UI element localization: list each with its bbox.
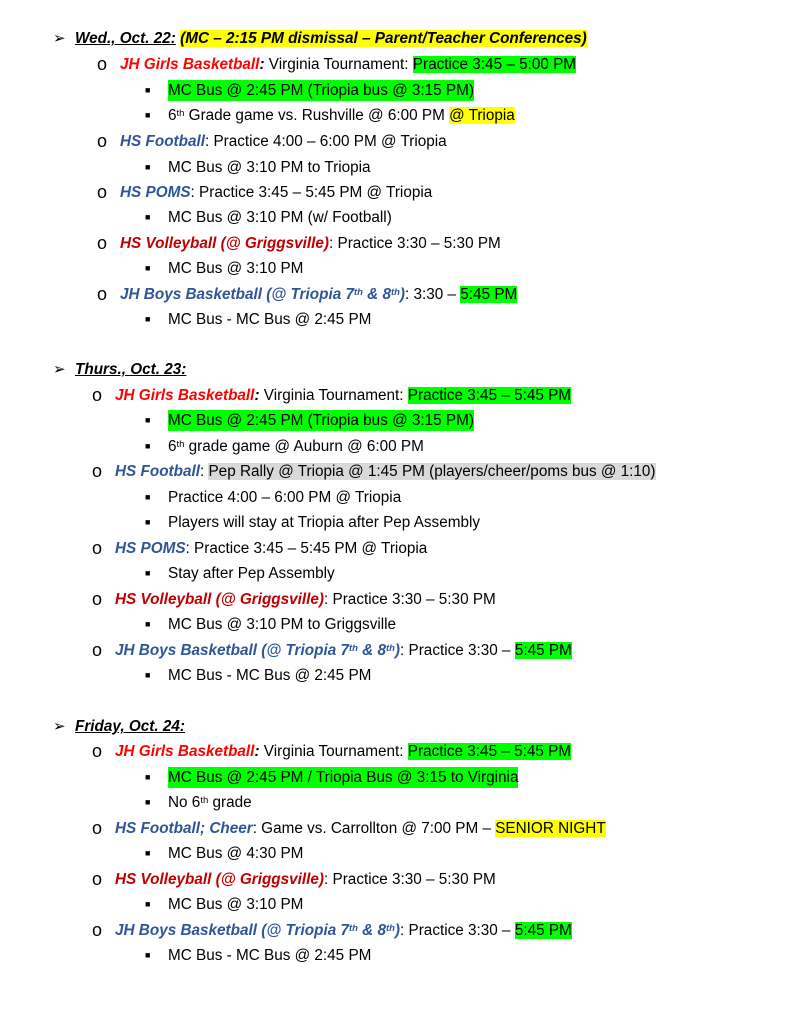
circle-bullet-icon: o [92,385,103,405]
sport-highlight: 5:45 PM [460,286,518,303]
sport-detail: : Practice 4:00 – 6:00 PM @ Triopia [204,133,447,150]
square-bullet-icon: ■ [145,772,151,782]
day-title: Wed., Oct. 22: [75,30,176,47]
sport-detail: : Practice 3:45 – 5:45 PM @ Triopia [190,184,433,201]
sub-item-text: Players will stay at Triopia after Pep Assembly [168,514,481,531]
square-bullet-icon: ■ [145,899,151,909]
sport-highlight: Practice 3:45 – 5:45 PM [407,387,572,404]
sport-highlight: Practice 3:45 – 5:45 PM [407,743,572,760]
sport-highlight: Pep Rally @ Triopia @ 1:45 PM (players/cheer/poms bus @ 1:10) [208,463,656,480]
square-bullet-icon: ■ [145,492,151,502]
square-bullet-icon: ■ [145,568,151,578]
circle-bullet-icon: o [97,182,108,202]
sport-name: HS Volleyball (@ Griggsville) [120,235,330,252]
sub-item-text: MC Bus @ 3:10 PM to Griggsville [168,616,397,633]
sub-item-text: MC Bus @ 2:45 PM (Triopia bus @ 3:15 PM) [168,412,474,429]
sub-item-text: MC Bus - MC Bus @ 2:45 PM [168,311,372,328]
circle-bullet-icon: o [97,233,108,253]
square-bullet-icon: ■ [145,619,151,629]
sport-name: JH Girls Basketball [115,743,255,760]
sport-detail: Virginia Tournament: [268,56,413,73]
sport-name: JH Girls Basketball [115,387,255,404]
sport-name: HS Volleyball (@ Griggsville) [115,591,325,608]
sub-item-text: MC Bus @ 3:10 PM to Triopia [168,159,371,176]
sport-name: HS POMS [115,540,186,557]
square-bullet-icon: ■ [145,415,151,425]
square-bullet-icon: ■ [145,212,151,222]
square-bullet-icon: ■ [145,441,151,451]
day-note: (MC – 2:15 PM dismissal – Parent/Teacher Conferences) [180,30,587,47]
sub-item-text: Stay after Pep Assembly [168,565,335,582]
sport-highlight: 5:45 PM [514,642,572,659]
sport-detail: : Game vs. Carrollton @ 7:00 PM – [252,820,496,837]
sport-name: HS POMS [120,184,191,201]
arrow-bullet-icon: ➢ [53,30,66,47]
sport-detail: : Practice 3:45 – 5:45 PM @ Triopia [185,540,428,557]
sport-detail: : Practice 3:30 – 5:30 PM [324,871,496,888]
sport-detail: : Practice 3:30 – 5:30 PM [324,591,496,608]
sport-detail: Virginia Tournament: [263,387,408,404]
square-bullet-icon: ■ [145,797,151,807]
square-bullet-icon: ■ [145,162,151,172]
circle-bullet-icon: o [92,818,103,838]
sub-item-text: MC Bus @ 3:10 PM (w/ Football) [168,209,392,226]
circle-bullet-icon: o [92,538,103,558]
square-bullet-icon: ■ [145,314,151,324]
square-bullet-icon: ■ [145,85,151,95]
sub-item-highlight: @ Triopia [449,107,515,124]
circle-bullet-icon: o [92,589,103,609]
sub-item-text: MC Bus @ 2:45 PM / Triopia Bus @ 3:15 to Virginia [168,769,519,786]
sub-item-text: MC Bus @ 2:45 PM (Triopia bus @ 3:15 PM) [168,82,474,99]
arrow-bullet-icon: ➢ [53,718,66,735]
sub-item-text: MC Bus @ 3:10 PM [168,260,304,277]
sub-item-text: Practice 4:00 – 6:00 PM @ Triopia [168,489,402,506]
sport-detail: : [199,463,209,480]
square-bullet-icon: ■ [145,110,151,120]
sub-item-text: Grade game vs. Rushville @ 6:00 PM [184,107,450,124]
sport-name: JH Boys Basketball (@ Triopia 7th & 8th) [115,922,401,939]
circle-bullet-icon: o [92,741,103,761]
sport-name: JH Girls Basketball [120,56,260,73]
sport-highlight: SENIOR NIGHT [495,820,606,837]
sport-name: HS Football [115,463,200,480]
circle-bullet-icon: o [92,461,103,481]
sub-item-text: MC Bus @ 4:30 PM [168,845,304,862]
sub-item-text: grade game @ Auburn @ 6:00 PM [184,438,424,455]
sport-name: JH Boys Basketball (@ Triopia 7th & 8th) [120,286,406,303]
square-bullet-icon: ■ [145,517,151,527]
sport-detail: : Practice 3:30 – [400,642,515,659]
day-title: Friday, Oct. 24: [75,718,185,735]
square-bullet-icon: ■ [145,263,151,273]
sub-item-text: MC Bus - MC Bus @ 2:45 PM [168,947,372,964]
sub-item-text: grade [208,794,252,811]
circle-bullet-icon: o [97,284,108,304]
day-title: Thurs., Oct. 23: [75,361,187,378]
sport-detail: Virginia Tournament: [263,743,408,760]
square-bullet-icon: ■ [145,848,151,858]
square-bullet-icon: ■ [145,950,151,960]
sport-name: JH Boys Basketball (@ Triopia 7th & 8th) [115,642,401,659]
sub-item-text: MC Bus - MC Bus @ 2:45 PM [168,667,372,684]
circle-bullet-icon: o [97,131,108,151]
sport-name: HS Volleyball (@ Griggsville) [115,871,325,888]
circle-bullet-icon: o [97,54,108,74]
sport-highlight: Practice 3:45 – 5:00 PM [412,56,577,73]
square-bullet-icon: ■ [145,670,151,680]
sub-item-text: MC Bus @ 3:10 PM [168,896,304,913]
sport-name: HS Football; Cheer [115,820,253,837]
arrow-bullet-icon: ➢ [53,361,66,378]
sport-name: HS Football [120,133,205,150]
sport-detail: : 3:30 – [405,286,461,303]
circle-bullet-icon: o [92,640,103,660]
sport-detail: : Practice 3:30 – [400,922,515,939]
circle-bullet-icon: o [92,920,103,940]
circle-bullet-icon: o [92,869,103,889]
sport-detail: : Practice 3:30 – 5:30 PM [329,235,501,252]
sport-highlight: 5:45 PM [514,922,572,939]
